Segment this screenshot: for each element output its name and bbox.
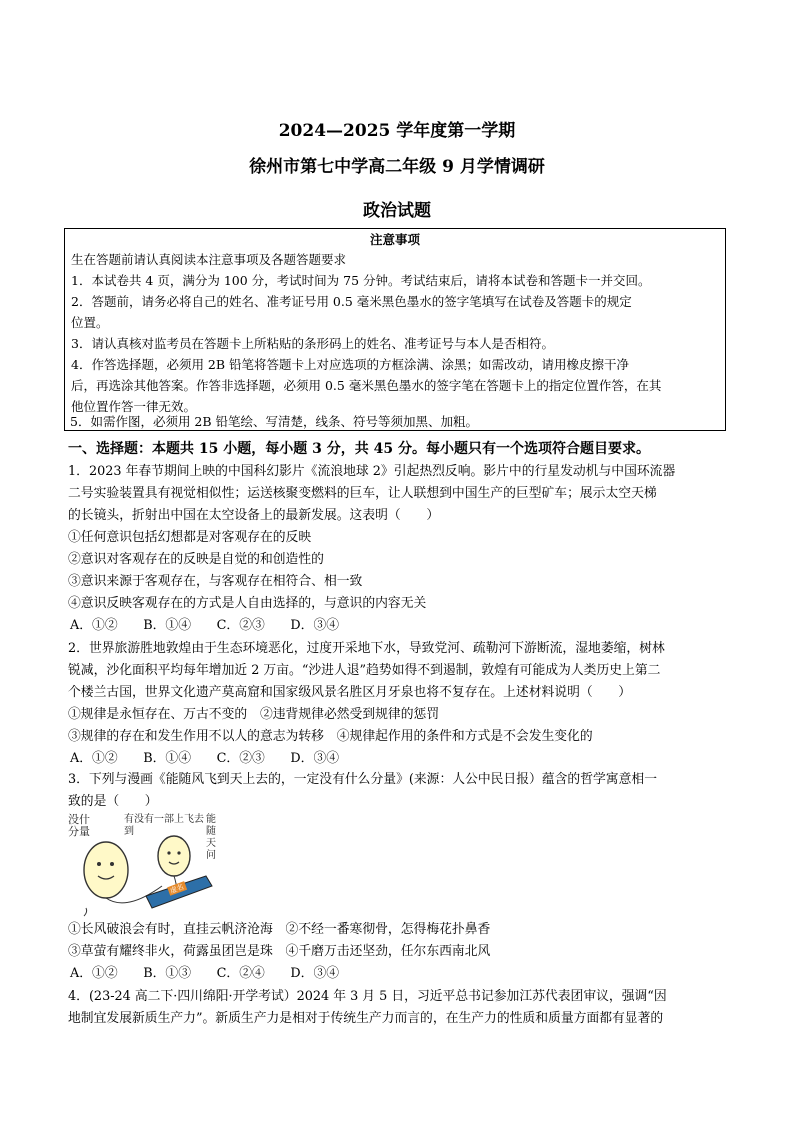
q1-stem-line: 1．2023 年春节期间上映的中国科幻影片《流浪地球 2》引起热烈反响。影片中的行星发动机与中国环流器 xyxy=(68,464,676,479)
notice-line: 位置。 xyxy=(71,315,109,330)
notice-line: 他位置作答一律无效。 xyxy=(71,399,197,414)
cartoon-left-text: 没什分量 xyxy=(68,813,90,838)
q3-option: ①长风破浪会有时，直挂云帆济沧海 ②不经一番寒彻骨，怎得梅花扑鼻香 xyxy=(68,922,491,937)
notice-box xyxy=(64,228,726,431)
q2-choices: A．①② B．①④ C．②③ D．③④ xyxy=(70,751,340,766)
q1-option: ②意识对客观存在的反映是自觉的和创造性的 xyxy=(68,552,324,567)
notice-line: 1．本试卷共 4 页，满分为 100 分，考试时间为 75 分钟。考试结束后，请将本试卷和答题卡一并交回。 xyxy=(71,273,651,288)
q3-stem-line: 3．下列与漫画《能随风飞到天上去的，一定没有什么分量》(来源：人公中民日报）蕴含的哲学寓意相一 xyxy=(68,772,657,787)
notice-line: 2．答题前，请务必将自己的姓名、准考证号用 0.5 毫米黑色墨水的签字笔填写在试卷及答题卡的规定 xyxy=(71,294,632,309)
subject-title: 政治试题 xyxy=(363,201,431,221)
q1-choices: A．①② B．①④ C．②③ D．③④ xyxy=(70,618,340,633)
q1-option: ④意识反映客观存在的方式是人自由选择的，与意识的内容无关 xyxy=(68,596,427,611)
q2-stem-line: 个楼兰古国，世界文化遗产莫高窟和国家级风景名胜区月牙泉也将不复存在。上述材料说明（ ） xyxy=(68,685,632,700)
cartoon-tag-text: 虚名 xyxy=(169,882,185,896)
q2-stem-line: 2．世界旅游胜地敦煌由于生态环境恶化，过度开采地下水，导致党河、疏勒河下游断流，湿地萎缩，树林 xyxy=(68,641,665,656)
notice-line: 后，再选涂其他答案。作答非选择题，必须用 0.5 毫米黑色墨水的签字笔在答题卡上的指定位置作答，在其 xyxy=(71,378,662,393)
q3-option: ③草萤有耀终非火，荷露虽团岂是珠 ④千磨万击还坚劲，任尔东西南北风 xyxy=(68,944,491,959)
q2-stem-line: 锐减，沙化面积平均每年增加近 2 万亩。“沙进人退”趋势如得不到遏制，敦煌有可能成为人类历史上第二 xyxy=(68,663,661,678)
school-year-title: 2024—2025 学年度第一学期 xyxy=(278,121,516,141)
q3-choices: A．①② B．①③ C．②④ D．③④ xyxy=(70,966,340,981)
notice-line: 3．请认真核对监考员在答题卡上所粘贴的条形码上的姓名、准考证号与本人是否相符。 xyxy=(71,336,554,351)
exam-name-title: 徐州市第七中学高二年级 9 月学情调研 xyxy=(249,157,545,177)
q3-stem-line: 致的是（ ） xyxy=(68,794,158,809)
cartoon-right-text: 能随天问 xyxy=(206,814,216,861)
notice-title: 注意事项 xyxy=(369,232,420,247)
notice-line: 4．作答选择题，必须用 2B 铅笔将答题卡上对应选项的方框涂满、涂黑；如需改动，请用橡皮擦干净 xyxy=(71,357,630,372)
q2-option: ③规律的存在和发生作用不以人的意志为转移 ④规律起作用的条件和方式是不会发生变化的 xyxy=(68,729,593,744)
q1-stem-line: 二号实验装置具有视觉相似性；运送核聚变燃料的巨车，让人联想到中国生产的巨型矿车；展示太空天梯 xyxy=(68,486,657,501)
section-heading: 一、选择题：本题共 15 小题，每小题 3 分，共 45 分。每小题只有一个选项符合题目要求。 xyxy=(68,441,650,457)
cartoon-figure xyxy=(66,812,232,920)
q2-option: ①规律是永恒存在、万古不变的 ②违背规律必然受到规律的惩罚 xyxy=(68,707,440,722)
q4-stem-line: 4．(23-24 高二下·四川绵阳·开学考试）2024 年 3 月 5 日，习近平总书记参加江苏代表团审议，强调“因 xyxy=(68,989,667,1004)
notice-line: 生在答题前请认真阅读本注意事项及各题答题要求 xyxy=(71,252,347,267)
q1-stem-line: 的长镜头，折射出中国在太空设备上的最新发展。这表明（ ） xyxy=(68,508,440,523)
q1-option: ①任何意识包括幻想都是对客观存在的反映 xyxy=(68,530,312,545)
notice-line: 5．如需作图，必须用 2B 铅笔绘、写清楚，线条、符号等须加黑、加粗。 xyxy=(70,414,479,429)
cartoon-middle-text: 有没有一部上飞去到 xyxy=(124,814,204,837)
q4-stem-line: 地制宜发展新质生产力”。新质生产力是相对于传统生产力而言的，在生产力的性质和质量方面都有显著的 xyxy=(68,1011,664,1026)
q1-option: ③意识来源于客观存在，与客观存在相符合、相一致 xyxy=(68,574,363,589)
